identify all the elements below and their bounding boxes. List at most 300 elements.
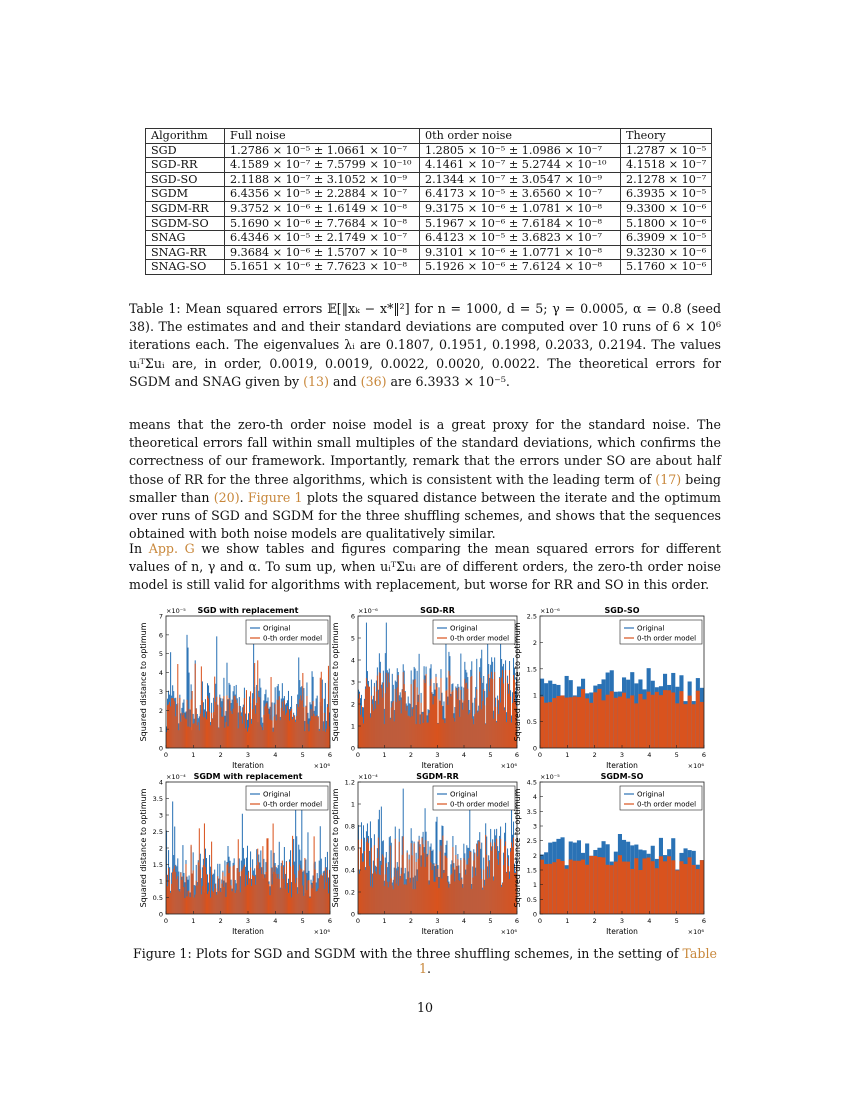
zeroth-order-bar [409, 716, 410, 748]
zeroth-order-bar [401, 874, 402, 914]
zeroth-order-bar [202, 700, 203, 748]
zeroth-order-bar [207, 894, 208, 914]
zeroth-order-bar [194, 723, 195, 748]
zeroth-order-bar [368, 686, 369, 748]
plot-sgdm-rr [327, 770, 525, 938]
zeroth-order-bar [504, 846, 505, 914]
y-tick-label: 0 [350, 744, 355, 753]
zeroth-order-bar [195, 664, 196, 748]
zeroth-order-bar [614, 698, 618, 748]
table-caption-tail: are 6.3933 × 10⁻⁵. [386, 373, 510, 389]
zeroth-order-bar [404, 684, 405, 748]
zeroth-order-bar [565, 869, 569, 914]
figure-caption [129, 946, 721, 976]
zeroth-order-bar [507, 858, 508, 914]
zeroth-order-bar [368, 843, 369, 914]
zeroth-order-bar [423, 844, 424, 914]
zeroth-order-bar [267, 838, 268, 914]
y-axis-label: Squared distance to optimum [139, 622, 148, 742]
zeroth-order-bar [205, 867, 206, 914]
zeroth-order-bar [229, 698, 230, 748]
zeroth-order-bar [260, 725, 261, 748]
zeroth-order-bar [287, 706, 288, 748]
zeroth-order-bar [315, 716, 316, 748]
zeroth-order-bar [288, 893, 289, 914]
zeroth-order-bar [383, 683, 384, 748]
zeroth-order-bar [492, 846, 493, 914]
x-tick-label: 1 [382, 751, 387, 759]
zeroth-order-bar [366, 678, 367, 748]
x-multiplier: ×10⁶ [687, 928, 704, 936]
zeroth-order-bar [449, 676, 450, 748]
zeroth-order-bar [481, 709, 482, 748]
zeroth-order-bar [419, 840, 420, 914]
zeroth-order-bar [417, 881, 418, 914]
y-tick-label: 0.5 [152, 894, 163, 902]
eq-ref-20[interactable]: (20) [213, 489, 240, 505]
zeroth-order-bar [459, 881, 460, 914]
zeroth-order-bar [452, 847, 453, 914]
zeroth-order-bar [499, 678, 500, 748]
x-tick-label: 2 [218, 751, 223, 759]
zeroth-order-bar [316, 716, 317, 748]
zeroth-order-bar [361, 706, 362, 748]
x-axis-label: Iteration [421, 761, 454, 770]
zeroth-order-bar [304, 858, 305, 914]
zeroth-order-bar [276, 874, 277, 914]
zeroth-order-bar [372, 704, 373, 748]
plot-sgd-replacement [138, 604, 338, 772]
zeroth-order-bar [385, 693, 386, 748]
x-tick-label: 3 [435, 917, 440, 925]
zeroth-order-bar [241, 871, 242, 914]
eq-ref-17[interactable]: (17) [655, 471, 682, 487]
zeroth-order-bar [252, 875, 253, 914]
zeroth-order-bar [291, 897, 292, 914]
zeroth-order-bar [359, 874, 360, 914]
zeroth-order-bar [454, 881, 455, 914]
zeroth-order-bar [246, 875, 247, 914]
y-tick-label: 0 [158, 744, 163, 753]
zeroth-order-bar [384, 724, 385, 748]
zeroth-order-bar [270, 895, 271, 914]
zeroth-order-bar [408, 877, 409, 914]
legend-entry-zeroth: 0-th order model [263, 800, 323, 809]
zeroth-order-bar [409, 859, 410, 914]
zeroth-order-bar [279, 879, 280, 914]
table-cell: SNAG-RR [146, 245, 225, 260]
zeroth-order-bar [393, 889, 394, 914]
zeroth-order-bar [374, 845, 375, 914]
zeroth-order-bar [180, 722, 181, 748]
zeroth-order-bar [319, 731, 320, 748]
zeroth-order-bar [168, 704, 169, 748]
zeroth-order-bar [185, 864, 186, 914]
table-cell: 6.4173 × 10⁻⁵ ± 3.6560 × 10⁻⁷ [420, 187, 621, 202]
y-tick-label: 0.6 [344, 844, 355, 853]
table-header-row [146, 129, 712, 144]
legend-entry-original: Original [637, 790, 665, 799]
zeroth-order-bar [491, 851, 492, 914]
page-number: 10 [416, 1000, 434, 1015]
table-cell: 9.3175 × 10⁻⁶ ± 1.0781 × 10⁻⁸ [420, 201, 621, 216]
chart-title: SGDM-RR [416, 772, 459, 781]
zeroth-order-bar [684, 864, 688, 914]
appendix-g-ref[interactable]: App. G [148, 541, 195, 556]
zeroth-order-bar [248, 872, 249, 914]
zeroth-order-bar [415, 889, 416, 914]
zeroth-order-bar [481, 879, 482, 914]
eq-ref-13[interactable]: (13) [303, 373, 329, 389]
zeroth-order-bar [174, 866, 175, 914]
zeroth-order-bar [285, 889, 286, 914]
zeroth-order-bar [224, 876, 225, 914]
zeroth-order-bar [275, 866, 276, 914]
zeroth-order-bar [486, 698, 487, 748]
zeroth-order-bar [189, 709, 190, 748]
zeroth-order-bar [569, 860, 573, 914]
table-cell: 4.1589 × 10⁻⁷ ± 7.5799 × 10⁻¹⁰ [225, 158, 420, 173]
zeroth-order-bar [419, 694, 420, 748]
zeroth-order-bar [259, 697, 260, 748]
zeroth-order-bar [447, 882, 448, 914]
zeroth-order-bar [284, 700, 285, 748]
zeroth-order-bar [679, 861, 683, 914]
zeroth-order-bar [386, 863, 387, 914]
zeroth-order-bar [389, 882, 390, 914]
para2-text-b: we show tables and figures comparing the mean squared errors for different values of n, γ and α. To sum up, when uᵢᵀΣuᵢ are of different orders, the zero-th order noise model is still valid for algorithms with replacement, but worse for RR and SO in this order. [129, 541, 721, 593]
zeroth-order-bar [287, 883, 288, 914]
zeroth-order-bar [475, 876, 476, 914]
zeroth-order-bar [376, 874, 377, 914]
zeroth-order-bar [473, 860, 474, 914]
x-tick-label: 5 [488, 917, 493, 925]
table-cell: 4.1518 × 10⁻⁷ [621, 158, 712, 173]
y-axis-label: Squared distance to optimum [331, 788, 340, 908]
y-tick-label: 3 [158, 811, 163, 820]
zeroth-order-bar [240, 711, 241, 748]
legend-entry-zeroth: 0-th order model [637, 634, 697, 643]
x-tick-label: 0 [355, 917, 361, 925]
legend-entry-original: Original [637, 624, 665, 633]
zeroth-order-bar [476, 844, 477, 914]
table-row [146, 143, 712, 158]
zeroth-order-bar [262, 846, 263, 914]
zeroth-order-bar [506, 722, 507, 748]
zeroth-order-bar [226, 695, 227, 748]
zeroth-order-bar [276, 720, 277, 748]
y-tick-label: 3.5 [152, 795, 163, 803]
zeroth-order-bar [488, 861, 489, 914]
zeroth-order-bar [502, 883, 503, 914]
y-axis-label: Squared distance to optimum [513, 622, 522, 742]
zeroth-order-bar [231, 885, 232, 914]
zeroth-order-bar [308, 731, 309, 748]
zeroth-order-bar [303, 707, 304, 748]
y-tick-label: 3.5 [526, 807, 537, 816]
zeroth-order-bar [434, 882, 435, 914]
zeroth-order-bar [399, 701, 400, 748]
zeroth-order-bar [242, 869, 243, 914]
legend-entry-zeroth: 0-th order model [637, 800, 697, 809]
zeroth-order-bar [610, 865, 614, 914]
zeroth-order-bar [444, 723, 445, 748]
zeroth-order-bar [361, 839, 362, 914]
zeroth-order-bar [469, 713, 470, 748]
zeroth-order-bar [471, 676, 472, 748]
zeroth-order-bar [175, 872, 176, 914]
zeroth-order-bar [418, 859, 419, 914]
x-multiplier: ×10⁶ [313, 928, 330, 936]
zeroth-order-bar [581, 860, 585, 914]
x-tick-label: 4 [461, 917, 467, 925]
zeroth-order-bar [200, 869, 201, 914]
zeroth-order-bar [217, 705, 218, 748]
table-header-cell: Algorithm [146, 129, 225, 144]
zeroth-order-bar [428, 723, 429, 748]
zeroth-order-bar [308, 880, 309, 914]
x-tick-label: 3 [619, 751, 625, 759]
zeroth-order-bar [396, 884, 397, 914]
zeroth-order-bar [497, 859, 498, 914]
zeroth-order-bar [203, 717, 204, 748]
zeroth-order-bar [388, 887, 389, 914]
zeroth-order-bar [561, 695, 565, 748]
zeroth-order-bar [692, 704, 696, 748]
zeroth-order-bar [655, 692, 659, 748]
zeroth-order-bar [173, 869, 174, 914]
zeroth-order-bar [247, 885, 248, 914]
y-tick-label: 1 [532, 881, 537, 890]
zeroth-order-bar [222, 872, 223, 914]
zeroth-order-bar [327, 707, 328, 748]
zeroth-order-bar [323, 731, 324, 748]
zeroth-order-bar [302, 885, 303, 914]
table-row [146, 201, 712, 216]
zeroth-order-bar [179, 698, 180, 748]
legend-entry-zeroth: 0-th order model [450, 634, 510, 643]
zeroth-order-bar [447, 705, 448, 748]
zeroth-order-bar [435, 696, 436, 748]
zeroth-order-bar [634, 703, 638, 748]
zeroth-order-bar [245, 728, 246, 748]
zeroth-order-bar [252, 709, 253, 748]
zeroth-order-bar [225, 897, 226, 914]
zeroth-order-bar [170, 893, 171, 914]
zeroth-order-bar [462, 888, 463, 914]
zeroth-order-bar [438, 724, 439, 748]
y-tick-label: 0 [350, 910, 355, 919]
table-cell: 9.3101 × 10⁻⁶ ± 1.0771 × 10⁻⁸ [420, 245, 621, 260]
zeroth-order-bar [187, 896, 188, 914]
zeroth-order-bar [407, 853, 408, 914]
zeroth-order-bar [410, 717, 411, 748]
zeroth-order-bar [293, 865, 294, 914]
zeroth-order-bar [441, 705, 442, 748]
zeroth-order-bar [250, 868, 251, 914]
zeroth-order-bar [233, 866, 234, 914]
zeroth-order-bar [274, 872, 275, 914]
zeroth-order-bar [463, 858, 464, 914]
chart-title: SGDM-SO [600, 772, 644, 781]
legend-entry-zeroth: 0-th order model [450, 800, 510, 809]
zeroth-order-bar [312, 716, 313, 748]
zeroth-order-bar [212, 719, 213, 748]
zeroth-order-bar [577, 697, 581, 748]
zeroth-order-bar [294, 874, 295, 914]
para1-text-d: plots the squared distance between the iterate and the optimum over runs of SGD and SGDM for the three shuffling schemes, and shows that the sequences obtained with both noise models are qualitatively similar. [129, 489, 721, 542]
zeroth-order-bar [440, 846, 441, 914]
zeroth-order-bar [437, 877, 438, 914]
zeroth-order-bar [445, 691, 446, 748]
zeroth-order-bar [414, 843, 415, 914]
zeroth-order-bar [610, 691, 614, 748]
zeroth-order-bar [243, 707, 244, 748]
zeroth-order-bar [602, 857, 606, 914]
zeroth-order-bar [369, 866, 370, 914]
zeroth-order-bar [370, 886, 371, 914]
zeroth-order-bar [397, 871, 398, 914]
zeroth-order-bar [170, 706, 171, 748]
zeroth-order-bar [248, 727, 249, 748]
zeroth-order-bar [630, 695, 634, 748]
zeroth-order-bar [317, 891, 318, 914]
zeroth-order-bar [311, 709, 312, 748]
zeroth-order-bar [282, 861, 283, 914]
zeroth-order-bar [235, 893, 236, 914]
zeroth-order-bar [469, 851, 470, 914]
zeroth-order-bar [565, 698, 569, 748]
x-tick-label: 2 [408, 917, 414, 925]
zeroth-order-bar [441, 878, 442, 914]
zeroth-order-bar [480, 869, 481, 914]
table-cell: 5.1690 × 10⁻⁶ ± 7.7684 × 10⁻⁸ [225, 216, 420, 231]
zeroth-order-bar [264, 878, 265, 914]
zeroth-order-bar [470, 677, 471, 748]
zeroth-order-bar [239, 706, 240, 748]
zeroth-order-bar [205, 712, 206, 748]
zeroth-order-bar [427, 723, 428, 748]
zeroth-order-bar [384, 886, 385, 914]
zeroth-order-bar [675, 870, 679, 914]
zeroth-order-bar [432, 870, 433, 914]
zeroth-order-bar [313, 881, 314, 914]
zeroth-order-bar [261, 727, 262, 748]
zeroth-order-bar [362, 717, 363, 748]
zeroth-order-bar [313, 701, 314, 748]
x-tick-label: 4 [273, 917, 278, 925]
zeroth-order-bar [296, 878, 297, 914]
results-table-body [146, 129, 712, 275]
zeroth-order-bar [223, 696, 224, 748]
zeroth-order-bar [432, 694, 433, 748]
chart-title: SGDM with replacement [193, 772, 303, 781]
zeroth-order-bar [239, 872, 240, 914]
para1-text-c: . [239, 489, 248, 505]
table-row [146, 187, 712, 202]
table-1-ref[interactable]: Table 1 [418, 946, 717, 976]
zeroth-order-bar [597, 689, 601, 748]
zeroth-order-bar [431, 679, 432, 748]
zeroth-order-bar [505, 670, 506, 748]
y-axis-label: Squared distance to optimum [331, 622, 340, 742]
zeroth-order-bar [243, 867, 244, 914]
zeroth-order-bar [182, 715, 183, 748]
zeroth-order-bar [465, 875, 466, 914]
zeroth-order-bar [221, 717, 222, 748]
zeroth-order-bar [492, 679, 493, 748]
zeroth-order-bar [254, 876, 255, 914]
zeroth-order-bar [489, 877, 490, 914]
zeroth-order-bar [443, 873, 444, 914]
table-row [146, 245, 712, 260]
zeroth-order-bar [192, 691, 193, 748]
zeroth-order-bar [540, 697, 544, 748]
zeroth-order-bar [173, 698, 174, 748]
table-row [146, 260, 712, 275]
zeroth-order-bar [197, 725, 198, 748]
zeroth-order-bar [289, 720, 290, 748]
zeroth-order-bar [573, 697, 577, 748]
zeroth-order-bar [167, 705, 168, 748]
zeroth-order-bar [192, 874, 193, 914]
zeroth-order-bar [295, 722, 296, 748]
zeroth-order-bar [556, 696, 560, 748]
zeroth-order-bar [503, 684, 504, 748]
table-cell: 1.2786 × 10⁻⁵ ± 1.0661 × 10⁻⁷ [225, 143, 420, 158]
zeroth-order-bar [318, 888, 319, 914]
y-tick-label: 1.5 [152, 861, 163, 869]
zeroth-order-bar [199, 730, 200, 748]
zeroth-order-bar [310, 898, 311, 914]
zeroth-order-bar [589, 856, 593, 914]
zeroth-order-bar [265, 872, 266, 914]
zeroth-order-bar [692, 865, 696, 914]
zeroth-order-bar [169, 880, 170, 914]
zeroth-order-bar [369, 687, 370, 748]
y-multiplier: ×10⁻⁵ [166, 607, 186, 615]
zeroth-order-bar [218, 728, 219, 748]
table-header-cell: 0th order noise [420, 129, 621, 144]
zeroth-order-bar [258, 862, 259, 914]
zeroth-order-bar [320, 875, 321, 914]
zeroth-order-bar [307, 880, 308, 914]
zeroth-order-bar [400, 700, 401, 748]
zeroth-order-bar [196, 709, 197, 748]
zeroth-order-bar [235, 696, 236, 748]
figure-1-ref[interactable]: Figure 1 [247, 489, 303, 505]
table-cell: 9.3230 × 10⁻⁶ [621, 245, 712, 260]
zeroth-order-bar [688, 857, 692, 914]
zeroth-order-bar [223, 887, 224, 914]
zeroth-order-bar [593, 692, 597, 748]
zeroth-order-bar [174, 701, 175, 748]
zeroth-order-bar [200, 714, 201, 748]
zeroth-order-bar [498, 865, 499, 914]
zeroth-order-bar [228, 726, 229, 748]
zeroth-order-bar [507, 683, 508, 748]
zeroth-order-bar [484, 886, 485, 914]
zeroth-order-bar [667, 690, 671, 748]
zeroth-order-bar [249, 712, 250, 748]
zeroth-order-bar [281, 708, 282, 748]
zeroth-order-bar [479, 672, 480, 748]
eq-ref-36[interactable]: (36) [360, 373, 387, 389]
zeroth-order-bar [240, 892, 241, 914]
zeroth-order-bar [448, 888, 449, 914]
zeroth-order-bar [371, 696, 372, 748]
zeroth-order-bar [209, 712, 210, 748]
